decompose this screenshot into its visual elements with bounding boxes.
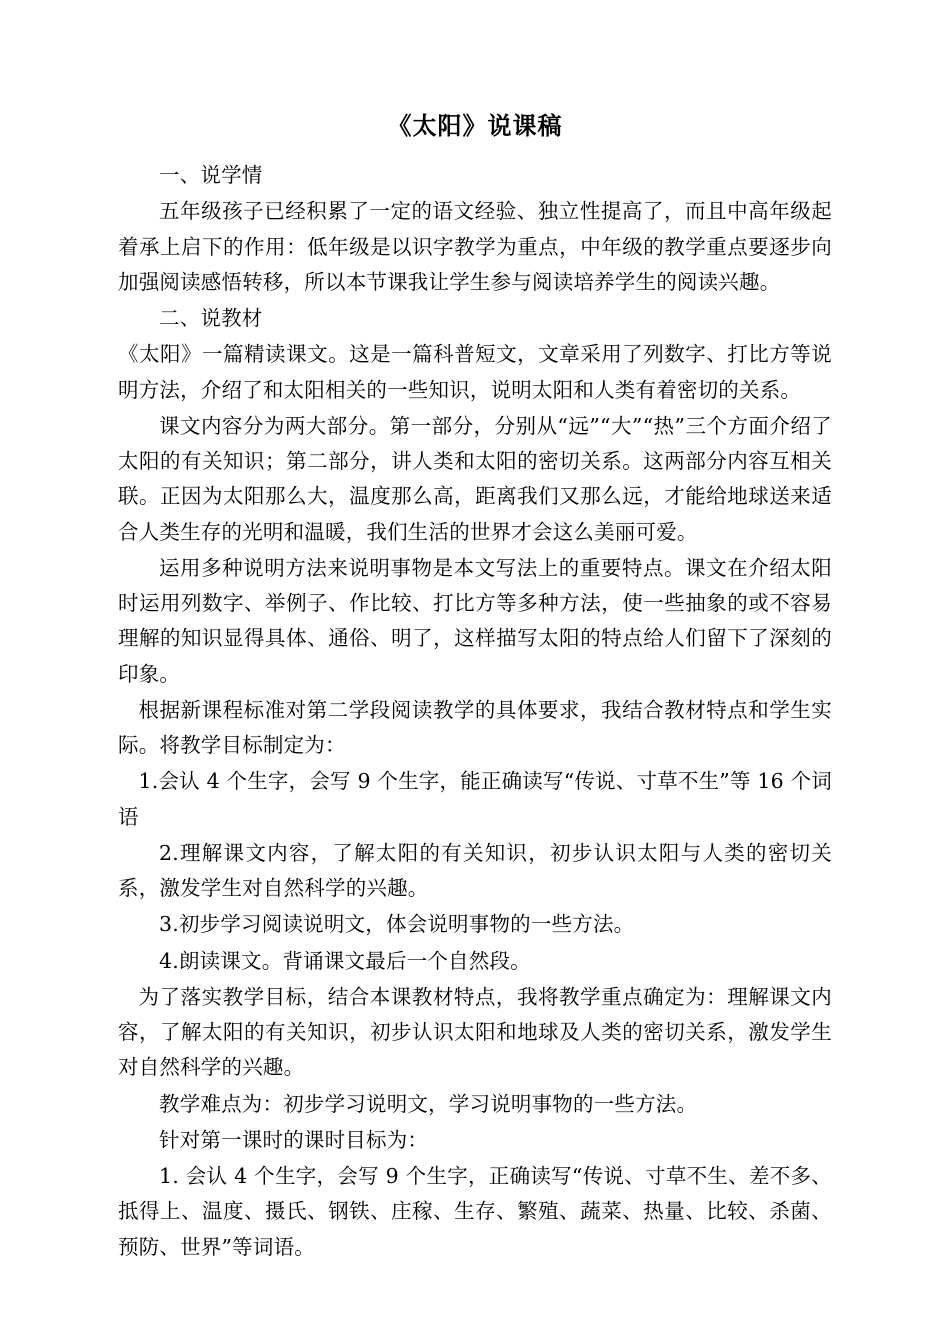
paragraph-15: 1. 会认 4 个生字，会写 9 个生字，正确读写“传说、寸草不生、差不多、抵得上、温度、摄氏、钢铁、庄稼、生存、繁殖、蔬菜、热量、比较、杀菌、预防、世界”等词语。 — [118, 1164, 832, 1259]
paragraph-9: 2.理解课文内容，了解太阳的有关知识，初步认识太阳与人类的密切关系，激发学生对自然科学的兴趣。 — [118, 840, 832, 900]
paragraph-5: 课文内容分为两大部分。第一部分，分别从“远”“大”“热”三个方面介绍了太阳的有关知识；第二部分，讲人类和太阳的密切关系。这两部分内容互相关联。正因为太阳那么大，温度那么高，距离我们又那么远，才能给地球送来适合人类生存的光明和温暖，我们生活的世界才会这么美丽可爱。 — [118, 413, 832, 544]
paragraph-3: 二、说教材 — [159, 306, 263, 330]
paragraph-10: 3.初步学习阅读说明文，体会说明事物的一些方法。 — [159, 912, 635, 937]
paragraph-2: 五年级孩子已经积累了一定的语文经验、独立性提高了，而且中高年级起着承上启下的作用：低年级是以识字教学为重点，中年级的教学重点要逐步向加强阅读感悟转移，所以本节课我让学生参与阅读培养学生的阅读兴趣。 — [118, 199, 832, 294]
paragraph-11: 4.朗读课文。背诵课文最后一个自然段。 — [159, 948, 531, 973]
paragraph-13: 教学难点为：初步学习说明文，学习说明事物的一些方法。 — [159, 1091, 698, 1116]
paragraph-8: 1.会认 4 个生字，会写 9 个生字，能正确读写“传说、寸草不生”等 16 个词语 — [118, 769, 832, 829]
paragraph-1: 一、说学情 — [159, 163, 263, 187]
paragraph-14: 针对第一课时的课时目标为： — [159, 1127, 429, 1152]
paragraph-7: 根据新课程标准对第二学段阅读教学的具体要求，我结合教材特点和学生实际。将教学目标制定为： — [118, 697, 832, 757]
paragraph-6: 运用多种说明方法来说明事物是本文写法上的重要特点。课文在介绍太阳时运用列数字、举例子、作比较、打比方等多种方法，使一些抽象的或不容易理解的知识显得具体、通俗、明了，这样描写太阳的特点给人们留下了深刻的印象。 — [118, 555, 832, 686]
paragraph-4: 《太阳》一篇精读课文。这是一篇科普短文，文章采用了列数字、打比方等说明方法，介绍了和太阳相关的一些知识，说明太阳和人类有着密切的关系。 — [118, 342, 832, 402]
paragraph-12: 为了落实教学目标，结合本课教材特点，我将教学重点确定为：理解课文内容，了解太阳的有关知识，初步认识太阳和地球及人类的密切关系，激发学生对自然科学的兴趣。 — [118, 984, 832, 1080]
page-title: 《太阳》说课稿 — [387, 111, 563, 140]
